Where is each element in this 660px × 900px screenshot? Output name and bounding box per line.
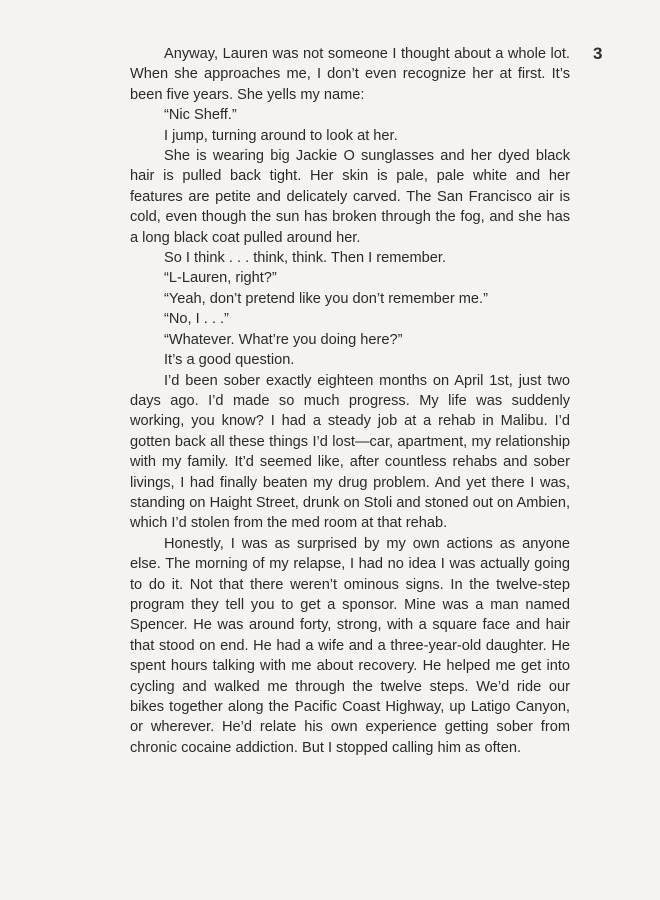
paragraph: I jump, turning around to look at her.: [164, 127, 398, 144]
paragraph: “Yeah, don’t pretend like you don’t remember me.”: [164, 290, 488, 307]
paragraph: It’s a good question.: [164, 352, 295, 369]
paragraph: Honestly, I was as surprised by my own actions as anyone else. The morning of my relapse, I had no idea I was actually going to do it. Not that there weren’t ominous signs. In the twelve-step program they tell you to get a sponsor. Mine was a man named Spencer. He was around forty, strong, with a square face and hair that stood on end. He had a wife and a three-year-old daughter. He spent hours talking with me about recovery. He helped me get into cycling and walked me through the twelve steps. We’d ride our bikes together along the Pacific Coast Highway, up Latigo Canyon, or wherever. He’d relate his own experience getting sober from chronic cocaine addiction. But I stopped calling him as often.: [130, 535, 570, 756]
paragraph: Anyway, Lauren was not someone I thought about a whole lot. When she approaches me, I don’t even recognize her at first. It’s been five years. She yells my name:: [130, 46, 570, 103]
paragraph: “L-Lauren, right?”: [164, 270, 277, 287]
paragraph: I’d been sober exactly eighteen months on April 1st, just two days ago. I’d made so much progress. My life was suddenly working, you know? I had a steady job at a rehab in Malibu. I’d gotten back all these things I’d lost—car, apartment, my relationship with my family. It’d seemed like, after countless rehabs and sober livings, I had finally beaten my drug problem. And yet there I was, standing on Haight Street, drunk on Stoli and stoned out on Ambien, which I’d stolen from the med room at that rehab.: [130, 372, 570, 532]
paragraph: “Whatever. What’re you doing here?”: [164, 331, 403, 348]
paragraph: She is wearing big Jackie O sunglasses and her dyed black hair is pulled back tight. Her skin is pale, pale white and her features are petite and delicately carved. The San Francisco air is cold, even though the sun has broken through the fog, and she has a long black coat pulled around her.: [130, 148, 570, 246]
paragraph: “No, I . . .”: [164, 311, 229, 328]
body-text: [130, 44, 570, 758]
page-number: 3: [593, 44, 603, 63]
paragraph: So I think . . . think, think. Then I remember.: [164, 250, 447, 267]
paragraph: “Nic Sheff.”: [164, 107, 237, 124]
